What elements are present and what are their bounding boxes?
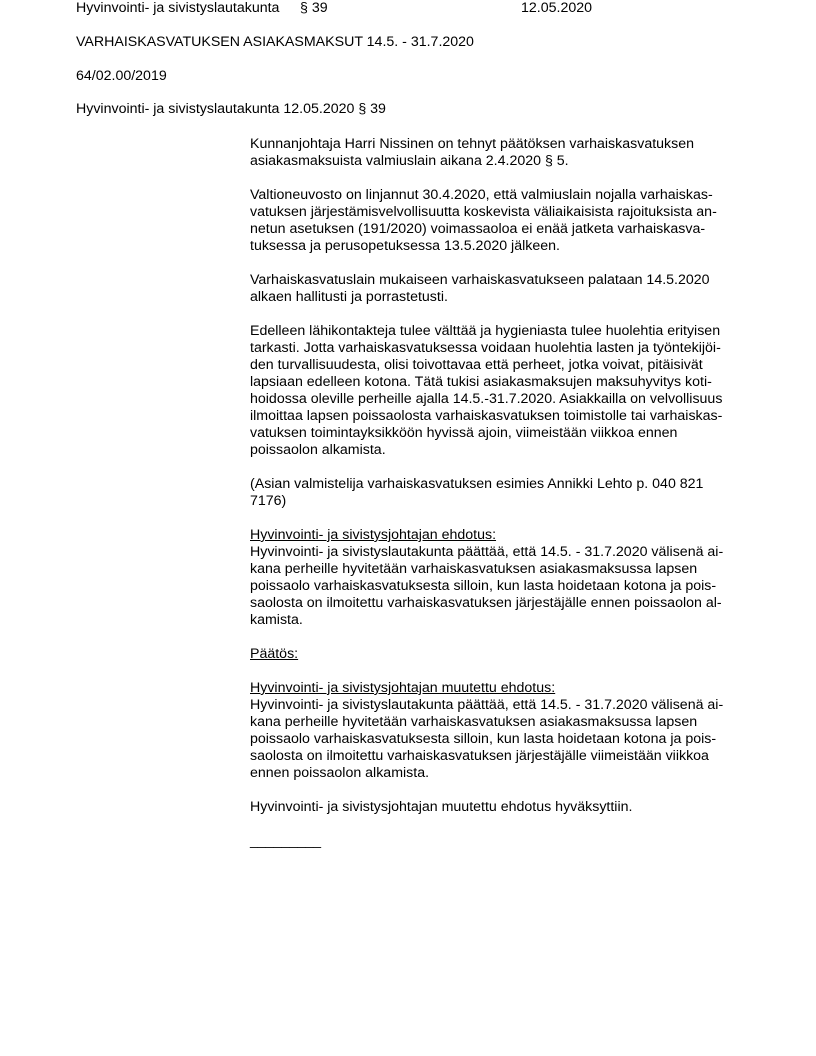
paragraph-return: Varhaiskasvatuslain mukaiseen varhaiskasvatukseen palataan 14.5.2020 alkaen hallitusti ja porrastetusti. [250, 272, 710, 305]
proposal-heading: Hyvinvointi- ja sivistysjohtajan ehdotus: [250, 527, 497, 543]
decision-heading: Päätös: [250, 646, 299, 662]
paragraph-hygiene: Edelleen lähikontakteja tulee välttää ja hygieniasta tulee huolehtia erityisen tarkasti. Jotta varhaiskasvatuksessa voidaan huolehtia lasten ja työntekijöi- den turvallisuudesta, olisi toivottavaa että perheet, jotka voivat, pitäisivät lapsiaan edelleen kotona. Tätä tukisi asiakasmaksujen maksuhyvitys koti- hoidossa oleville perheille ajalla 14.5.-31.7.2020. Asiakkailla on velvollisuus ilmoittaa lapsen poissaolosta varhaiskasvatuksen toimistolle tai varhaiskas- vatuksen toimintayksikköön hyvissä ajoin, viimeistään viikkoa ennen poissaolon alkamista. [250, 323, 723, 458]
document-title: VARHAISKASVATUKSEN ASIAKASMAKSUT 14.5. - 31.7.2020 [76, 34, 474, 50]
document-body [250, 136, 750, 867]
meeting-reference: Hyvinvointi- ja sivistyslautakunta 12.05.2020 § 39 [76, 101, 386, 117]
paragraph-amended-proposal: Hyvinvointi- ja sivistysjohtajan muutettu ehdotus: Hyvinvointi- ja sivistyslautakunta päättää, että 14.5. - 31.7.2020 välisenä ai- kana perheille hyvitetään varhaiskasvatuksen asiakasmaksussa lapsen poissaolo varhaiskasvatuksesta silloin, kun lasta hoidetaan kotona ja pois- saolosta on ilmoitettu varhaiskasvatuksen järjestäjälle viimeistään viikkoa ennen poissaolon alkamista. [250, 680, 750, 782]
paragraph-proposal: Hyvinvointi- ja sivistysjohtajan ehdotus: Hyvinvointi- ja sivistyslautakunta päättää, että 14.5. - 31.7.2020 välisenä ai- kana perheille hyvitetään varhaiskasvatuksen asiakasmaksussa lapsen poissaolo varhaiskasvatuksesta silloin, kun lasta hoidetaan kotona ja pois- saolosta on ilmoitettu varhaiskasvatuksen järjestäjälle ennen poissaolon al- kamista. [250, 527, 750, 629]
header-organ: Hyvinvointi- ja sivistyslautakunta [76, 0, 280, 16]
amended-proposal-heading: Hyvinvointi- ja sivistysjohtajan muutettu ehdotus: [250, 680, 556, 696]
header-date: 12.05.2020 [521, 0, 593, 16]
header-section: § 39 [300, 0, 328, 16]
paragraph-background: Kunnanjohtaja Harri Nissinen on tehnyt päätöksen varhaiskasvatuksen asiakasmaksuista valmiuslain aikana 2.4.2020 § 5. [250, 136, 695, 169]
diary-number: 64/02.00/2019 [76, 68, 167, 84]
paragraph-decision-heading [250, 646, 750, 663]
paragraph-government-policy: Valtioneuvosto on linjannut 30.4.2020, että valmiuslain nojalla varhaiskas- vatuksen järjestämisvelvollisuutta koskevista väliaikaisista rajoituksista an- netun asetuksen (191/2020) voimassaoloa ei enää jatketa varhaiskasva- tuksessa ja perusopetuksessa 13.5.2020 jälkeen. [250, 187, 717, 254]
paragraph-decision-text: Hyvinvointi- ja sivistysjohtajan muutettu ehdotus hyväksyttiin. [250, 799, 633, 815]
end-mark: _________ [250, 833, 322, 849]
paragraph-preparer: (Asian valmistelija varhaiskasvatuksen esimies Annikki Lehto p. 040 821 7176) [250, 476, 704, 509]
